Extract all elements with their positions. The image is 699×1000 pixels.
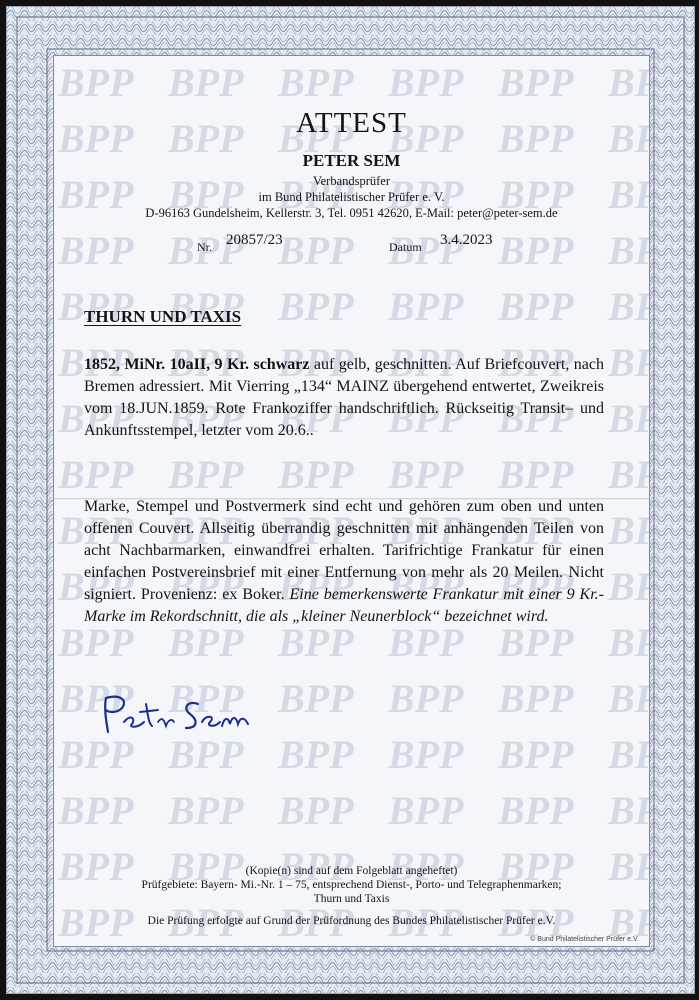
certificate-sheet bbox=[6, 6, 695, 994]
number-label: Nr. bbox=[197, 240, 212, 254]
examiner-role: Verbandsprüfer bbox=[312, 174, 391, 188]
association-line: im Bund Philatelistischer Prüfer e. V. bbox=[258, 190, 445, 204]
description-paragraph bbox=[84, 354, 604, 442]
handwritten-signature bbox=[94, 692, 274, 737]
certificate-date: 3.4.2023 bbox=[440, 232, 493, 248]
certificate-body bbox=[53, 55, 650, 947]
examination-areas-continued: Thurn und Taxis bbox=[313, 893, 390, 905]
description-text: auf gelb, geschnitten. Auf Briefcouvert, nach Bremen adressiert. Mit Vierring „134“ MAINZ übergehend entwertet, Zweikreis vom 18.JUN.1859. Rote Frankoziffer handschriftlich. Rückseitig Transit– und Ankunftsstempel, letzter vom 20.6.. bbox=[84, 356, 604, 439]
copyright-note: © Bund Philatelistischer Prüfer e.V. bbox=[530, 936, 639, 943]
certificate-number: 20857/23 bbox=[226, 232, 283, 248]
opinion-paragraph bbox=[84, 496, 604, 628]
opinion-text: Marke, Stempel und Postvermerk sind echt und gehören zum oben und unten offenen Couvert. Allseitig überrandig geschnitten mit anhängenden Teilen von acht Nachbarmarken, einwandfrei erhalten. Tarifrichtige Frankatur für einen einfachen Postvereinsbrief mit einer Entfernung von mehr als 20 Meilen. Nicht signiert. Provenienz: ex Boker. bbox=[84, 498, 604, 603]
examination-areas: Prüfgebiete: Bayern- Mi.-Nr. 1 – 75, entsprechend Dienst-, Porto- und Telegraphenmarken; bbox=[141, 879, 562, 891]
address-line: D-96163 Gundelsheim, Kellerstr. 3, Tel. 0951 42620, E-Mail: peter@peter-sem.de bbox=[145, 206, 558, 220]
attest-title: ATTEST bbox=[296, 107, 407, 139]
subject-heading: THURN UND TAXIS bbox=[84, 307, 242, 326]
date-label: Datum bbox=[389, 240, 422, 254]
certificate-content bbox=[54, 56, 649, 946]
opinion-remark: Eine bemerkenswerte Frankatur mit einer 9 Kr.-Marke im Rekordschnitt, die als „kleiner Neunerblock“ bezeichnet wird. bbox=[84, 586, 605, 625]
examination-rules: Die Prüfung erfolgte auf Grund der Prüfordnung des Bundes Philatelistischer Prüfer e.V. bbox=[147, 915, 556, 927]
stamp-identification: 1852, MiNr. 10aII, 9 Kr. schwarz bbox=[84, 356, 310, 373]
examiner-name: PETER SEM bbox=[302, 151, 401, 170]
copies-note: (Kopie(n) sind auf dem Folgeblatt angeheftet) bbox=[245, 865, 458, 877]
